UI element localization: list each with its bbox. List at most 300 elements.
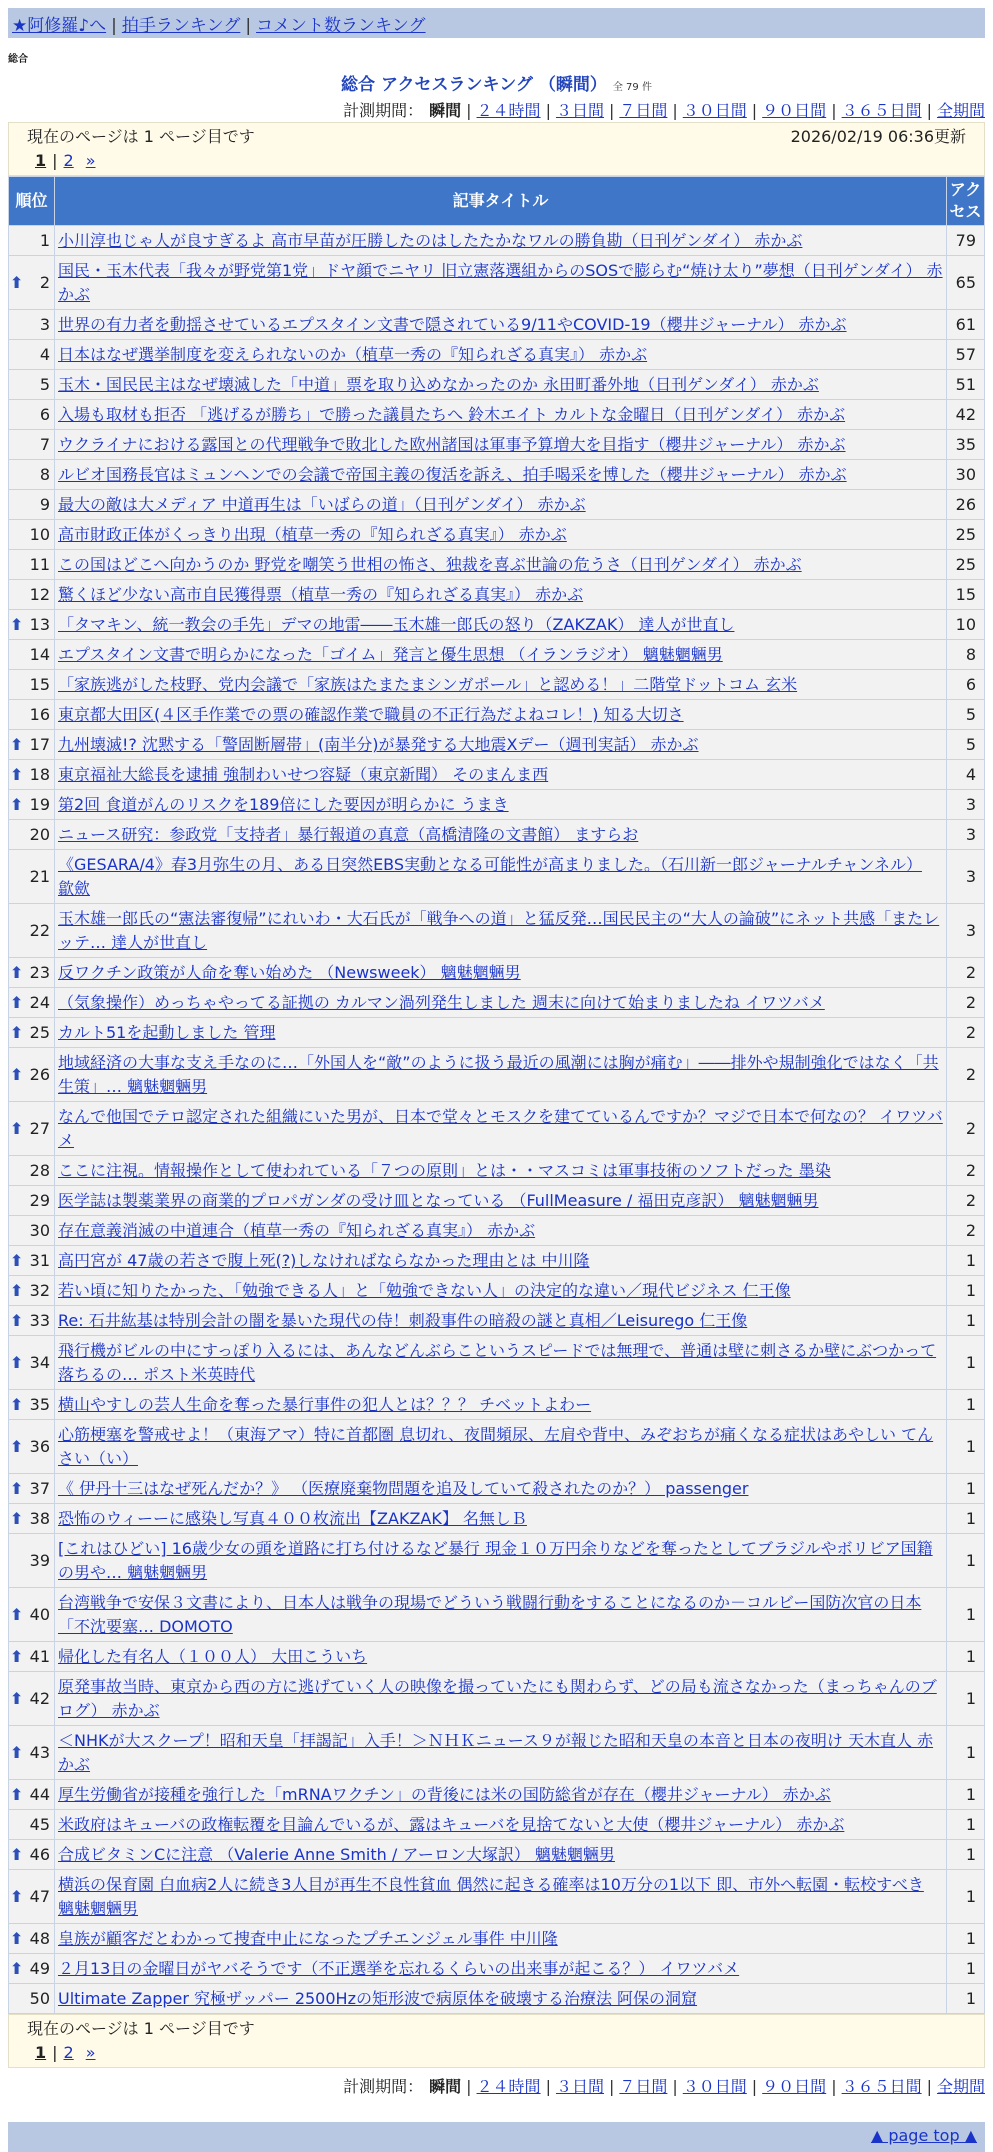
title-cell [55, 310, 947, 340]
rank-number: 34 [29, 1353, 50, 1372]
access-count: 79 [947, 226, 985, 256]
rank-cell [9, 1870, 55, 1924]
rank-up-arrow-icon: ⬆ [10, 1743, 24, 1762]
rank-cell [9, 1390, 55, 1420]
access-count: 1 [947, 1246, 985, 1276]
access-count: 2 [947, 1186, 985, 1216]
period-link-90d[interactable]: ９０日間 [762, 101, 827, 120]
title-cell [55, 1780, 947, 1810]
article-title-link[interactable]: 《 伊丹十三はなぜ死んだか？》 （医療廃棄物問題を追及していて殺されたのか？） passenger [58, 1479, 749, 1498]
rank-cell [9, 1156, 55, 1186]
rank-number: 15 [29, 675, 50, 694]
rank-cell [9, 820, 55, 850]
access-count: 1 [947, 1810, 985, 1840]
article-title-link[interactable]: 入場も取材も拒否 「逃げるが勝ち」で勝った議員たちへ 鈴木エイト カルトな金曜日（日刊ゲンダイ） 赤かぶ [58, 405, 846, 424]
title-cell [55, 1336, 947, 1390]
access-count: 6 [947, 670, 985, 700]
title-cell [55, 1474, 947, 1504]
period-label: 計測期間： [343, 2077, 424, 2096]
title-cell [55, 1984, 947, 2014]
article-title-link[interactable]: 九州壊滅!? 沈黙する「警固断層帯」(南半分)が暴発する大地震Xデー（週刊実話） 赤かぶ [58, 735, 699, 754]
table-row [9, 1780, 985, 1810]
period-current: 瞬間 [429, 2077, 462, 2096]
rank-number: 21 [29, 867, 50, 886]
article-title-link[interactable]: 玉木・国民民主はなぜ壊滅した「中道」票を取り込めなかったのか 永田町番外地（日刊ゲンダイ） 赤かぶ [58, 375, 819, 394]
article-title-link[interactable]: Ultimate Zapper 究極ザッパー 2500Hzの矩形波で病原体を破壊する治療法 阿保の洞窟 [58, 1989, 698, 2008]
rank-cell [9, 1306, 55, 1336]
title-cell [55, 1390, 947, 1420]
article-title-link[interactable]: 横浜の保育園 白血病2人に続き3人目が再生不良性貧血 偶然に起きる確率は10万分の1以下 即、市外へ転園・転校すべき 魑魅魍魎男 [58, 1875, 924, 1918]
ranking-title: 総合 アクセスランキング （瞬間） [341, 75, 607, 95]
rank-number: 28 [29, 1161, 50, 1180]
rank-cell [9, 1504, 55, 1534]
title-cell [55, 226, 947, 256]
period-link-7d[interactable]: ７日間 [619, 2077, 668, 2096]
article-title-link[interactable]: 恐怖のウィーーに感染し写真４００枚流出【ZAKZAK】 名無しＢ [58, 1509, 527, 1528]
article-title-link[interactable]: なんで他国でテロ認定された組織にいた男が、日本で堂々とモスクを建てているんですか？マジで日本で何なの？ イワツバメ [58, 1107, 943, 1150]
title-cell [55, 670, 947, 700]
nav-separator: | [111, 16, 117, 36]
article-title-link[interactable]: 《GESARA/4》春3月弥生の月、ある日突然EBS実動となる可能性が高まりました。（石川新一郎ジャーナルチャンネル） 歙歛 [58, 855, 922, 898]
pagination-bottom: 現在のページは 1 ページ目です 1 | 2 » [8, 2014, 985, 2068]
rank-up-arrow-icon: ⬆ [10, 1605, 24, 1624]
rank-number: 42 [29, 1689, 50, 1708]
access-count: 2 [947, 958, 985, 988]
rank-cell [9, 1474, 55, 1504]
period-link-7d[interactable]: ７日間 [619, 101, 668, 120]
title-cell [55, 1420, 947, 1474]
table-row [9, 430, 985, 460]
period-link-30d[interactable]: ３０日間 [682, 101, 747, 120]
rank-cell [9, 370, 55, 400]
title-cell [55, 850, 947, 904]
article-title-link[interactable]: 台湾戦争で安保３文書により、日本人は戦争の現場でどういう戦闘行動をすることになるのか－コルビー国防次官の日本「不沈要塞… DOMOTO [58, 1593, 922, 1636]
title-cell [55, 1726, 947, 1780]
rank-up-arrow-icon: ⬆ [10, 1395, 24, 1414]
rank-cell [9, 550, 55, 580]
access-count: 51 [947, 370, 985, 400]
table-row [9, 958, 985, 988]
title-cell [55, 1018, 947, 1048]
rank-number: 17 [29, 735, 50, 754]
article-title-link[interactable]: 横山やすしの芸人生命を奪った暴行事件の犯人とは？？？ チベットよわー [58, 1395, 592, 1414]
access-count: 8 [947, 640, 985, 670]
table-row [9, 1588, 985, 1642]
access-count: 61 [947, 310, 985, 340]
table-row [9, 1420, 985, 1474]
article-title-link[interactable]: 東京福祉大総長を逮捕 強制わいせつ容疑（東京新聞） そのまんま西 [58, 765, 549, 784]
access-count: 1 [947, 1474, 985, 1504]
rank-number: 4 [39, 345, 50, 364]
title-cell [55, 988, 947, 1018]
table-row [9, 1954, 985, 1984]
article-title-link[interactable]: ２月13日の金曜日がヤバそうです（不正選挙を忘れるくらいの出来事が起こる？） イワツバメ [58, 1959, 740, 1978]
article-title-link[interactable]: 日本はなぜ選挙制度を変えられないのか（植草一秀の『知られざる真実』） 赤かぶ [58, 345, 648, 364]
table-row [9, 490, 985, 520]
rank-up-arrow-icon: ⬆ [10, 765, 24, 784]
rank-number: 13 [29, 615, 50, 634]
rank-cell [9, 1810, 55, 1840]
rank-cell [9, 520, 55, 550]
table-row [9, 790, 985, 820]
period-link-365d[interactable]: ３６５日間 [841, 2077, 922, 2096]
rank-cell [9, 1726, 55, 1780]
access-count: 25 [947, 550, 985, 580]
table-row [9, 1306, 985, 1336]
page-current: 1 [35, 2043, 47, 2062]
access-count: 1 [947, 1534, 985, 1588]
rank-number: 16 [29, 705, 50, 724]
rank-up-arrow-icon: ⬆ [10, 1479, 24, 1498]
rank-up-arrow-icon: ⬆ [10, 1311, 24, 1330]
table-row [9, 760, 985, 790]
access-count: 3 [947, 790, 985, 820]
access-count: 1 [947, 1276, 985, 1306]
title-cell [55, 760, 947, 790]
table-row [9, 1870, 985, 1924]
access-count: 3 [947, 904, 985, 958]
article-title-link[interactable]: エプスタイン文書で明らかになった「ゴイム」発言と優生思想 （イランラジオ） 魑魅魍魎男 [58, 645, 723, 664]
access-count: 35 [947, 430, 985, 460]
rank-cell [9, 1672, 55, 1726]
rank-cell [9, 850, 55, 904]
article-title-link[interactable]: ニュース研究：参政党「支持者」暴行報道の真意（高橋清隆の文書館） ますらお [58, 825, 639, 844]
access-count: 3 [947, 820, 985, 850]
table-row [9, 550, 985, 580]
table-row [9, 1924, 985, 1954]
table-row [9, 340, 985, 370]
rank-number: 6 [39, 405, 50, 424]
article-title-link[interactable]: 「タマキン、統一教会の手先」デマの地雷――玉木雄一郎氏の怒り（ZAKZAK） 達人が世直し [58, 615, 735, 634]
table-row [9, 460, 985, 490]
category-label: 総合 [8, 54, 28, 65]
page-link-2[interactable]: 2 [63, 151, 74, 170]
nav-link-asyura[interactable]: ★阿修羅♪へ [12, 16, 107, 36]
rank-up-arrow-icon: ⬆ [10, 1353, 24, 1372]
top-navigation [8, 8, 985, 38]
access-count: 2 [947, 1216, 985, 1246]
title-cell [55, 1276, 947, 1306]
article-title-link[interactable]: 第2回 食道がんのリスクを189倍にした要因が明らかに うまき [58, 795, 509, 814]
article-title-link[interactable]: 皇族が顧客だとわかって捜査中止になったプチエンジェル事件 中川隆 [58, 1929, 558, 1948]
access-count: 1 [947, 1726, 985, 1780]
title-cell [55, 370, 947, 400]
rank-up-arrow-icon: ⬆ [10, 1887, 24, 1906]
rank-number: 19 [29, 795, 50, 814]
rank-number: 45 [29, 1815, 50, 1834]
header-title: 記事タイトル [55, 177, 947, 226]
article-title-link[interactable]: 心筋梗塞を警戒せよ！（東海アマ）特に首都圏 息切れ、夜間頻尿、左肩や背中、みぞおちが痛くなる症状はあやしい てんさい（い） [58, 1425, 934, 1468]
title-cell [55, 1216, 947, 1246]
nav-link-comment-ranking[interactable]: コメント数ランキング [256, 16, 426, 36]
rank-up-arrow-icon: ⬆ [10, 1959, 24, 1978]
table-row [9, 580, 985, 610]
article-title-link[interactable]: 「家族逃がした枝野、党内会議で「家族はたまたまシンガポール」と認める！」二階堂ドットコム 玄米 [58, 675, 798, 694]
table-row [9, 1018, 985, 1048]
rank-cell [9, 400, 55, 430]
page-next-link[interactable]: » [85, 2043, 96, 2062]
rank-cell [9, 1534, 55, 1588]
header-rank: 順位 [9, 177, 55, 226]
rank-number: 29 [29, 1191, 50, 1210]
title-cell [55, 1870, 947, 1924]
access-count: 15 [947, 580, 985, 610]
nav-link-clap-ranking[interactable]: 拍手ランキング [121, 16, 241, 36]
article-title-link[interactable]: ルビオ国務長官はミュンヘンでの会議で帝国主義の復活を訴え、拍手喝采を博した（櫻井ジャーナル） 赤かぶ [58, 465, 847, 484]
access-count: 1 [947, 1390, 985, 1420]
article-title-link[interactable]: 若い頃に知りたかった、「勉強できる人」と「勉強できない人」の決定的な違い／現代ビジネス 仁王像 [58, 1281, 791, 1300]
page-next-link[interactable]: » [85, 151, 96, 170]
access-count: 42 [947, 400, 985, 430]
rank-number: 12 [29, 585, 50, 604]
table-row [9, 850, 985, 904]
page-link-2[interactable]: 2 [63, 2043, 74, 2062]
title-cell [55, 1504, 947, 1534]
access-count: 30 [947, 460, 985, 490]
article-title-link[interactable]: Re: 石井紘基は特別会計の闇を暴いた現代の侍！刺殺事件の暗殺の謎と真相／Leisurego 仁王像 [58, 1311, 748, 1330]
article-title-link[interactable]: カルト51を起動しました 管理 [58, 1023, 276, 1042]
rank-number: 32 [29, 1281, 50, 1300]
period-link-30d[interactable]: ３０日間 [682, 2077, 747, 2096]
access-count: 3 [947, 850, 985, 904]
article-title-link[interactable]: 帰化した有名人（１００人） 大田こういち [58, 1647, 368, 1666]
period-selector-bottom: 計測期間： 瞬間 | ２４時間 | ３日間 | ７日間 | ３０日間 | ９０日間 | ３６５日間 | 全期間 [343, 2077, 985, 2096]
title-cell [55, 430, 947, 460]
article-title-link[interactable]: 厚生労働省が接種を強行した「mRNAワクチン」の背後には米の国防総省が存在（櫻井ジャーナル） 赤かぶ [58, 1785, 831, 1804]
rank-up-arrow-icon: ⬆ [10, 1509, 24, 1528]
access-count: 2 [947, 1018, 985, 1048]
title-cell [55, 1102, 947, 1156]
rank-cell [9, 256, 55, 310]
access-count: 65 [947, 256, 985, 310]
table-row [9, 1276, 985, 1306]
rank-number: 47 [29, 1887, 50, 1906]
table-row [9, 700, 985, 730]
access-count: 2 [947, 1102, 985, 1156]
period-link-3d[interactable]: ３日間 [555, 101, 604, 120]
page-info: 現在のページは 1 ページ目です [27, 127, 255, 146]
table-row [9, 1216, 985, 1246]
table-row [9, 520, 985, 550]
table-row [9, 1474, 985, 1504]
access-count: 1 [947, 1420, 985, 1474]
rank-cell [9, 580, 55, 610]
rank-number: 26 [29, 1065, 50, 1084]
rank-cell [9, 1246, 55, 1276]
article-title-link[interactable]: 東京都大田区(４区手作業での票の確認作業で職員の不正行為だよねコレ！) 知る大切さ [58, 705, 684, 724]
rank-cell [9, 1924, 55, 1954]
article-title-link[interactable]: 小川淳也じゃ人が良すぎるよ 高市早苗が圧勝したのはしたたかなワルの勝負勘（日刊ゲンダイ） 赤かぶ [58, 231, 803, 250]
rank-up-arrow-icon: ⬆ [10, 735, 24, 754]
access-count: 2 [947, 1048, 985, 1102]
period-link-24h[interactable]: ２４時間 [476, 2077, 541, 2096]
rank-number: 33 [29, 1311, 50, 1330]
article-title-link[interactable]: ＜NHKが大スクープ！昭和天皇「拝謁記」入手！＞ＮＨＫニュース９が報じた昭和天皇の本音と日本の夜明け 天木直人 赤かぶ [58, 1731, 934, 1774]
article-title-link[interactable]: 地域経済の大事な支え手なのに…「外国人を“敵”のように扱う最近の風潮には胸が痛む」――排外や規制強化ではなく「共生策」… 魑魅魍魎男 [58, 1053, 939, 1096]
article-title-link[interactable]: 存在意義消滅の中道連合（植草一秀の『知られざる真実』） 赤かぶ [58, 1221, 536, 1240]
period-link-365d[interactable]: ３６５日間 [841, 101, 922, 120]
table-row [9, 820, 985, 850]
rank-up-arrow-icon: ⬆ [10, 615, 24, 634]
title-cell [55, 1672, 947, 1726]
title-cell [55, 1186, 947, 1216]
article-title-link[interactable]: 原発事故当時、東京から西の方に逃げていく人の映像を撮っていたにも関わらず、どの局も流さなかった（まっちゃんのブログ） 赤かぶ [58, 1677, 937, 1720]
table-row [9, 1726, 985, 1780]
rank-number: 27 [29, 1119, 50, 1138]
access-count: 1 [947, 1588, 985, 1642]
header-access: アクセス [947, 177, 985, 226]
article-title-link[interactable]: （気象操作）めっちゃやってる証拠の カルマン渦列発生しました 週末に向けて始まりましたね イワツバメ [58, 993, 825, 1012]
rank-number: 20 [29, 825, 50, 844]
title-cell [55, 904, 947, 958]
rank-cell [9, 490, 55, 520]
title-cell [55, 1954, 947, 1984]
rank-number: 43 [29, 1743, 50, 1762]
rank-up-arrow-icon: ⬆ [10, 1023, 24, 1042]
rank-up-arrow-icon: ⬆ [10, 1251, 24, 1270]
table-row [9, 730, 985, 760]
rank-cell [9, 1216, 55, 1246]
table-row [9, 904, 985, 958]
rank-number: 50 [29, 1989, 50, 2008]
rank-up-arrow-icon: ⬆ [10, 1281, 24, 1300]
rank-number: 39 [29, 1551, 50, 1570]
article-title-link[interactable]: 合成ビタミンCに注意 （Valerie Anne Smith / アーロン大塚訳） 魑魅魍魎男 [58, 1845, 615, 1864]
title-cell [55, 550, 947, 580]
table-row [9, 1390, 985, 1420]
period-link-24h[interactable]: ２４時間 [476, 101, 541, 120]
rank-cell [9, 460, 55, 490]
rank-cell [9, 1186, 55, 1216]
period-current: 瞬間 [429, 101, 462, 120]
article-title-link[interactable]: 玉木雄一郎氏の“憲法審復帰”にれいわ・大石氏が「戦争への道」と猛反発…国民民主の“大人の論破”にネット共感「またレッテ… 達人が世直し [58, 909, 940, 952]
title-cell [55, 490, 947, 520]
rank-up-arrow-icon: ⬆ [10, 1785, 24, 1804]
rank-number: 46 [29, 1845, 50, 1864]
total-count: 全 79 件 [612, 82, 652, 93]
rank-cell [9, 1840, 55, 1870]
title-cell [55, 610, 947, 640]
table-header-row [9, 177, 985, 226]
title-cell [55, 1810, 947, 1840]
pagination-top: 現在のページは 1 ページ目です 2026/02/19 06:36更新 1 | 2 » [8, 122, 985, 176]
rank-up-arrow-icon: ⬆ [10, 1437, 24, 1456]
rank-number: 49 [29, 1959, 50, 1978]
rank-number: 31 [29, 1251, 50, 1270]
access-count: 25 [947, 520, 985, 550]
ranking-table [8, 176, 985, 2014]
table-row [9, 1534, 985, 1588]
rank-cell [9, 1018, 55, 1048]
title-cell [55, 958, 947, 988]
page-current: 1 [35, 151, 47, 170]
article-title-link[interactable]: 世界の有力者を動揺させているエプスタイン文書で隠されている9/11やCOVID-19（櫻井ジャーナル） 赤かぶ [58, 315, 847, 334]
ranking-body [9, 226, 985, 2014]
access-count: 5 [947, 700, 985, 730]
access-count: 2 [947, 1156, 985, 1186]
article-title-link[interactable]: 国民・玉木代表「我々が野党第1党」ドヤ顔でニヤリ 旧立憲落選組からのSOSで膨らむ“焼け太り”夢想（日刊ゲンダイ） 赤かぶ [58, 261, 943, 304]
article-title-link[interactable]: この国はどこへ向かうのか 野党を嘲笑う世相の怖さ、独裁を喜ぶ世論の危うさ（日刊ゲンダイ） 赤かぶ [58, 555, 802, 574]
rank-number: 23 [29, 963, 50, 982]
rank-number: 14 [29, 645, 50, 664]
article-title-link[interactable]: 飛行機がビルの中にすっぽり入るには、あんなどんぶらこというスピードでは無理で、普通は壁に刺さるか壁にぶつかって落ちるの… ポスト米英時代 [58, 1341, 937, 1384]
article-title-link[interactable]: 反ワクチン政策が人命を奪い始めた （Newsweek） 魑魅魍魎男 [58, 963, 521, 982]
period-link-90d[interactable]: ９０日間 [762, 2077, 827, 2096]
article-title-link[interactable]: ここに注視。情報操作として使われている「７つの原則」とは・・マスコミは軍事技術のソフトだった 墨染 [58, 1161, 831, 1180]
rank-up-arrow-icon: ⬆ [10, 795, 24, 814]
access-count: 1 [947, 1924, 985, 1954]
article-title-link[interactable]: 医学誌は製薬業界の商業的プロパガンダの受け皿となっている （FullMeasure / 福田克彦訳） 魑魅魍魎男 [58, 1191, 819, 1210]
access-count: 5 [947, 730, 985, 760]
rank-number: 30 [29, 1221, 50, 1240]
rank-number: 5 [39, 375, 50, 394]
access-count: 1 [947, 1306, 985, 1336]
rank-number: 9 [39, 495, 50, 514]
rank-number: 22 [29, 921, 50, 940]
title-cell [55, 1534, 947, 1588]
table-row [9, 1336, 985, 1390]
footer-bar [8, 2122, 985, 2152]
period-link-all[interactable]: 全期間 [936, 2077, 985, 2096]
rank-cell [9, 340, 55, 370]
title-cell [55, 640, 947, 670]
article-title-link[interactable]: 高円宮が 47歳の若さで腹上死(?)しなければならなかった理由とは 中川隆 [58, 1251, 590, 1270]
rank-number: 3 [39, 315, 50, 334]
title-cell [55, 1588, 947, 1642]
rank-number: 48 [29, 1929, 50, 1948]
rank-number: 10 [29, 525, 50, 544]
table-row [9, 310, 985, 340]
page-top-link[interactable]: ▲ page top ▲ [870, 2126, 977, 2145]
access-count: 1 [947, 1504, 985, 1534]
table-row [9, 1984, 985, 2014]
article-title-link[interactable]: 高市財政正体がくっきり出現（植草一秀の『知られざる真実』） 赤かぶ [58, 525, 567, 544]
title-cell [55, 400, 947, 430]
access-count: 26 [947, 490, 985, 520]
page-info: 現在のページは 1 ページ目です [27, 2019, 255, 2038]
table-row [9, 640, 985, 670]
title-cell [55, 520, 947, 550]
article-title-link[interactable]: 最大の敵は大メディア 中道再生は「いばらの道」（日刊ゲンダイ） 赤かぶ [58, 495, 586, 514]
article-title-link[interactable]: [これはひどい] 16歳少女の頭を道路に打ち付けるなど暴行 現金１０万円余りなどを奪ったとしてブラジルやボリビア国籍の男や… 魑魅魍魎男 [58, 1539, 933, 1582]
table-row [9, 370, 985, 400]
rank-number: 8 [39, 465, 50, 484]
title-cell [55, 580, 947, 610]
table-row [9, 610, 985, 640]
period-link-all[interactable]: 全期間 [936, 101, 985, 120]
rank-cell [9, 310, 55, 340]
article-title-link[interactable]: ウクライナにおける露国との代理戦争で敗北した欧州諸国は軍事予算増大を目指す（櫻井ジャーナル） 赤かぶ [58, 435, 846, 454]
table-row [9, 1156, 985, 1186]
rank-up-arrow-icon: ⬆ [10, 963, 24, 982]
article-title-link[interactable]: 驚くほど少ない高市自民獲得票（植草一秀の『知られざる真実』） 赤かぶ [58, 585, 584, 604]
access-count: 10 [947, 610, 985, 640]
rank-up-arrow-icon: ⬆ [10, 1689, 24, 1708]
access-count: 1 [947, 1840, 985, 1870]
access-count: 1 [947, 1336, 985, 1390]
table-row [9, 670, 985, 700]
period-link-3d[interactable]: ３日間 [555, 2077, 604, 2096]
table-row [9, 400, 985, 430]
access-count: 57 [947, 340, 985, 370]
rank-cell [9, 1984, 55, 2014]
rank-number: 24 [29, 993, 50, 1012]
access-count: 2 [947, 988, 985, 1018]
rank-number: 35 [29, 1395, 50, 1414]
title-cell [55, 1156, 947, 1186]
rank-up-arrow-icon: ⬆ [10, 1647, 24, 1666]
article-title-link[interactable]: 米政府はキューバの政権転覆を目論んでいるが、露はキューバを見捨てないと大使（櫻井ジャーナル） 赤かぶ [58, 1815, 845, 1834]
